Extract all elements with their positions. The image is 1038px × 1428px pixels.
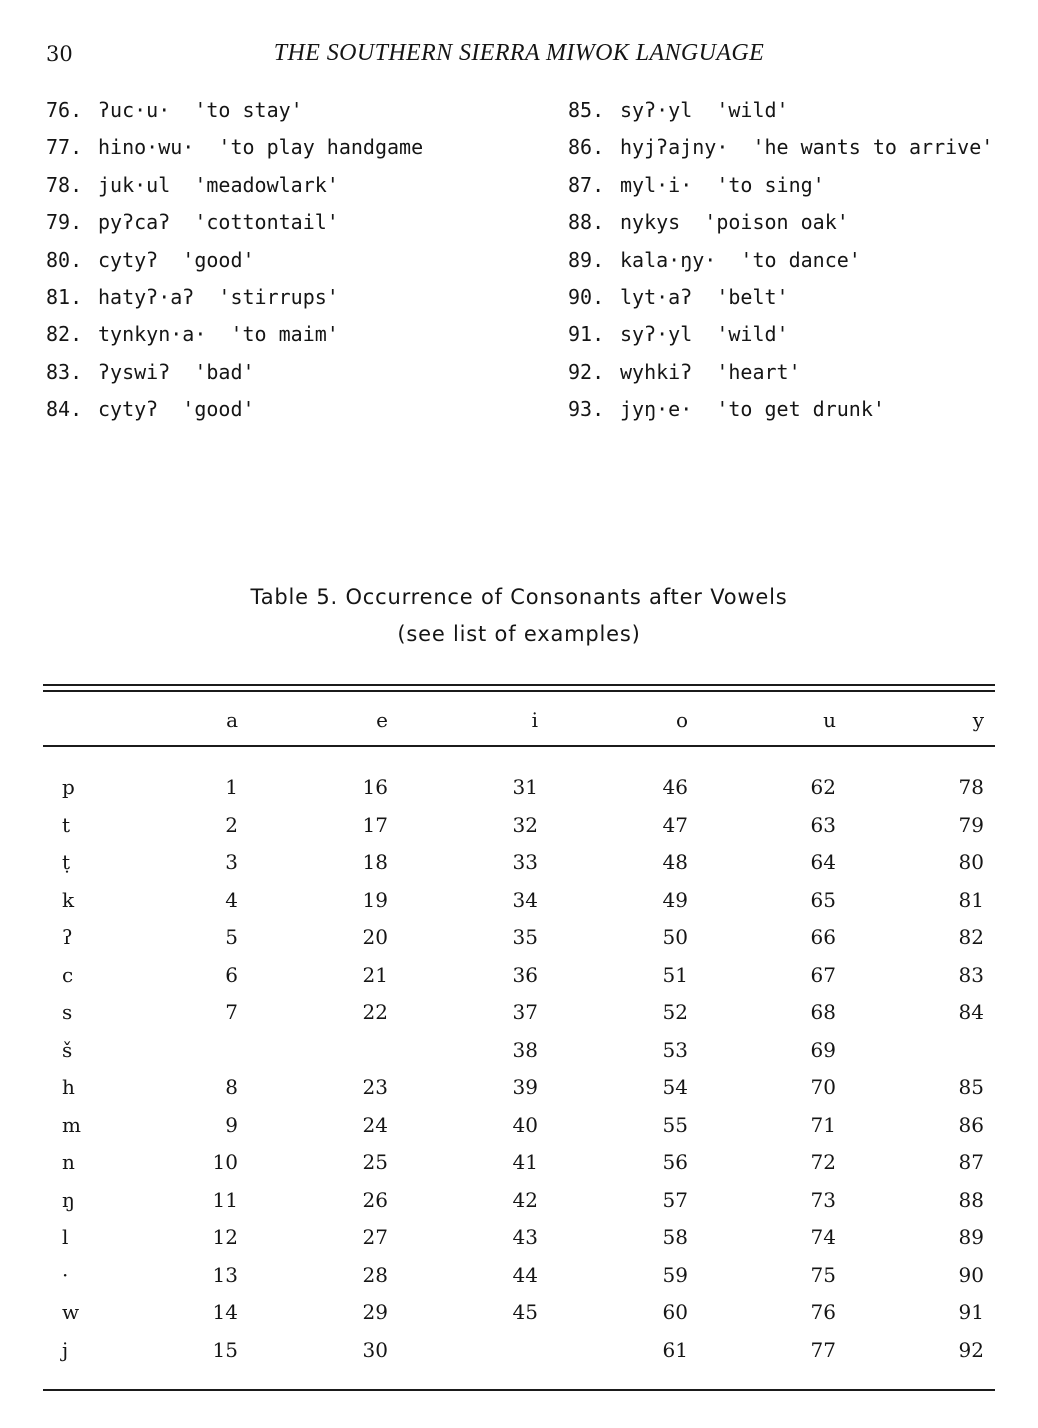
table-cell: 26 (362, 1187, 388, 1212)
table-cell: 71 (810, 1112, 836, 1137)
table-cell: 57 (662, 1187, 688, 1212)
example-text: hino·wu· 'to play handgame (98, 135, 424, 160)
table-cell: 59 (662, 1262, 688, 1287)
table-cell: 78 (958, 775, 984, 799)
table-cell: 1 (225, 775, 238, 799)
row-label: h (62, 1075, 75, 1099)
example-item (46, 133, 423, 170)
table-cell: 70 (810, 1075, 836, 1099)
table-cell: 41 (512, 1150, 538, 1174)
table-cell: 28 (362, 1262, 388, 1287)
example-text: kala·ŋy· 'to dance' (620, 247, 861, 272)
row-label: ṭ (62, 850, 71, 874)
table-cell: 80 (958, 850, 984, 874)
example-number: 87. (568, 172, 605, 197)
table-cell: 24 (362, 1112, 388, 1137)
table-cell: 7 (225, 1000, 238, 1024)
table-bottom-rule (43, 1389, 995, 1391)
table-cell: 15 (212, 1337, 238, 1362)
table-cell: 53 (662, 1037, 688, 1062)
row-label: s (62, 1000, 73, 1024)
table-cell: 14 (212, 1300, 238, 1324)
example-item (46, 320, 423, 357)
examples-right-column (568, 96, 993, 433)
row-label: m (62, 1112, 81, 1137)
example-item (568, 320, 993, 357)
table-cell: 49 (662, 887, 688, 912)
table-header-rule (43, 745, 995, 747)
table-cell: 23 (362, 1075, 388, 1099)
table-cell: 43 (512, 1225, 538, 1249)
example-text: jyŋ·e· 'to get drunk' (620, 397, 885, 422)
table-cell: 45 (512, 1300, 538, 1324)
example-text: hatyʔ·aʔ 'stirrups' (98, 284, 339, 309)
column-header: e (376, 708, 388, 732)
table-cell: 81 (958, 887, 984, 912)
example-number: 82. (46, 322, 83, 347)
table-cell: 50 (662, 925, 688, 949)
table-cell: 86 (958, 1112, 984, 1137)
table-cell: 48 (662, 850, 688, 874)
table-cell: 92 (958, 1337, 984, 1362)
table-cell: 18 (362, 850, 388, 874)
example-number: 80. (46, 247, 83, 272)
example-number: 89. (568, 247, 605, 272)
table-cell: 19 (362, 887, 388, 912)
example-number: 77. (46, 135, 83, 160)
table-cell: 9 (225, 1112, 238, 1137)
table-caption-note: (see list of examples) (397, 622, 641, 646)
row-label: t (62, 812, 71, 837)
table-cell: 64 (810, 850, 836, 874)
example-item (568, 96, 993, 133)
table-cell: 79 (958, 812, 984, 837)
example-text: pyʔcaʔ 'cottontail' (98, 210, 339, 235)
example-text: wyhkiʔ 'heart' (620, 359, 801, 384)
example-item (568, 208, 993, 245)
row-label: n (62, 1150, 75, 1174)
table-cell: 89 (958, 1225, 984, 1249)
table-cell: 33 (512, 850, 538, 874)
example-text: ʔuc·u· 'to stay' (98, 98, 303, 122)
table-cell: 67 (810, 962, 836, 987)
table-cell: 17 (362, 812, 388, 837)
example-text: lyt·aʔ 'belt' (620, 284, 789, 309)
table-cell: 2 (225, 812, 238, 837)
column-header: i (531, 708, 538, 732)
table-caption-title: Table 5. Occurrence of Consonants after Vowels (250, 585, 788, 609)
table-cell: 6 (225, 962, 238, 987)
table-cell: 40 (512, 1112, 538, 1137)
table-cell: 16 (362, 775, 388, 799)
column-header: u (823, 708, 836, 732)
example-item (46, 171, 423, 208)
example-text: myl·i· 'to sing' (620, 172, 825, 197)
table-cell: 25 (362, 1150, 388, 1174)
table-cell: 62 (810, 775, 836, 799)
running-title: THE SOUTHERN SIERRA MIWOK LANGUAGE (273, 40, 765, 66)
table-cell: 52 (662, 1000, 688, 1024)
table-cell: 36 (512, 962, 538, 987)
table-cell: 55 (662, 1112, 688, 1137)
table-cell: 74 (810, 1225, 836, 1249)
example-number: 84. (46, 397, 83, 422)
table-cell: 42 (512, 1187, 538, 1212)
row-label: c (62, 962, 74, 987)
example-text: cytyʔ 'good' (98, 397, 255, 422)
table-cell: 72 (810, 1150, 836, 1174)
row-label: ŋ (62, 1187, 75, 1212)
example-text: syʔ·yl 'wild' (620, 98, 789, 122)
table-cell: 29 (362, 1300, 388, 1324)
example-text: hyjʔajny· 'he wants to arrive' (620, 135, 994, 160)
table-cell: 8 (225, 1075, 238, 1099)
example-item (568, 283, 993, 320)
example-text: nykys 'poison oak' (620, 210, 849, 235)
table-cell: 32 (512, 812, 538, 837)
table-cell: 10 (212, 1150, 238, 1174)
table-cell: 83 (958, 962, 984, 987)
example-number: 92. (568, 359, 605, 384)
table-cell: 66 (810, 925, 836, 949)
example-number: 90. (568, 284, 605, 309)
example-item (568, 133, 993, 170)
examples-left-column (46, 96, 423, 433)
row-label: p (62, 775, 75, 799)
example-text: syʔ·yl 'wild' (620, 322, 789, 347)
row-label: š (62, 1037, 73, 1062)
column-header: o (675, 708, 688, 732)
example-item (568, 246, 993, 283)
example-number: 88. (568, 210, 605, 235)
table-cell: 65 (810, 887, 836, 912)
example-item (568, 358, 993, 395)
example-text: juk·ul 'meadowlark' (98, 172, 339, 197)
table-cell: 63 (810, 812, 836, 837)
table-cell: 82 (958, 925, 984, 949)
example-number: 79. (46, 210, 83, 235)
table-cell: 90 (958, 1262, 984, 1287)
page-number: 30 (46, 42, 73, 66)
example-item (568, 395, 993, 432)
table-cell: 61 (662, 1337, 688, 1362)
row-label: k (62, 887, 75, 912)
example-item (46, 96, 423, 133)
table-top-rule-double (43, 690, 995, 692)
table-cell: 39 (512, 1075, 538, 1099)
table-cell: 12 (212, 1225, 238, 1249)
example-number: 86. (568, 135, 605, 160)
table-cell: 38 (512, 1037, 538, 1062)
column-header: y (972, 708, 984, 732)
table-cell: 44 (512, 1262, 538, 1287)
example-number: 93. (568, 397, 605, 422)
column-header: a (226, 708, 238, 732)
example-number: 85. (568, 98, 605, 122)
table-cell: 21 (362, 962, 388, 987)
table-cell: 85 (958, 1075, 984, 1099)
table-cell: 31 (512, 775, 538, 799)
table-cell: 56 (662, 1150, 688, 1174)
row-label: · (62, 1262, 69, 1287)
table-cell: 51 (662, 962, 688, 987)
table-cell: 37 (512, 1000, 538, 1024)
table-cell: 5 (225, 925, 238, 949)
example-item (46, 208, 423, 245)
table-cell: 58 (662, 1225, 688, 1249)
row-label: j (62, 1337, 69, 1362)
table-cell: 22 (362, 1000, 388, 1024)
example-number: 91. (568, 322, 605, 347)
example-item (46, 283, 423, 320)
row-label: l (62, 1225, 69, 1249)
table-cell: 47 (662, 812, 688, 837)
table-cell: 3 (225, 850, 238, 874)
table-cell: 75 (810, 1262, 836, 1287)
example-number: 76. (46, 98, 83, 122)
table-cell: 91 (958, 1300, 984, 1324)
table-cell: 68 (810, 1000, 836, 1024)
example-text: ʔyswiʔ 'bad' (98, 359, 255, 384)
example-number: 81. (46, 284, 83, 309)
table-cell: 88 (958, 1187, 984, 1212)
table-cell: 84 (958, 1000, 984, 1024)
table-cell: 13 (212, 1262, 238, 1287)
table-cell: 4 (225, 887, 238, 912)
example-item (46, 358, 423, 395)
table-cell: 77 (810, 1337, 836, 1362)
table-cell: 73 (810, 1187, 836, 1212)
example-item (46, 246, 423, 283)
table-cell: 87 (958, 1150, 984, 1174)
table-cell: 27 (362, 1225, 388, 1249)
table-cell: 35 (512, 925, 538, 949)
example-text: cytyʔ 'good' (98, 247, 255, 272)
table-cell: 11 (212, 1187, 238, 1212)
table-cell: 30 (362, 1337, 388, 1362)
row-label: ʔ (62, 925, 73, 949)
table-cell: 34 (512, 887, 538, 912)
table-top-rule (43, 684, 995, 686)
table-cell: 54 (662, 1075, 688, 1099)
example-item (568, 171, 993, 208)
table-cell: 60 (662, 1300, 688, 1324)
example-number: 83. (46, 359, 83, 384)
example-item (46, 395, 423, 432)
table-cell: 69 (810, 1037, 836, 1062)
row-label: w (62, 1300, 80, 1324)
example-number: 78. (46, 172, 83, 197)
example-text: tynkyn·a· 'to maim' (98, 322, 339, 347)
table-cell: 20 (362, 925, 388, 949)
table-cell: 46 (662, 775, 688, 799)
table-cell: 76 (810, 1300, 836, 1324)
